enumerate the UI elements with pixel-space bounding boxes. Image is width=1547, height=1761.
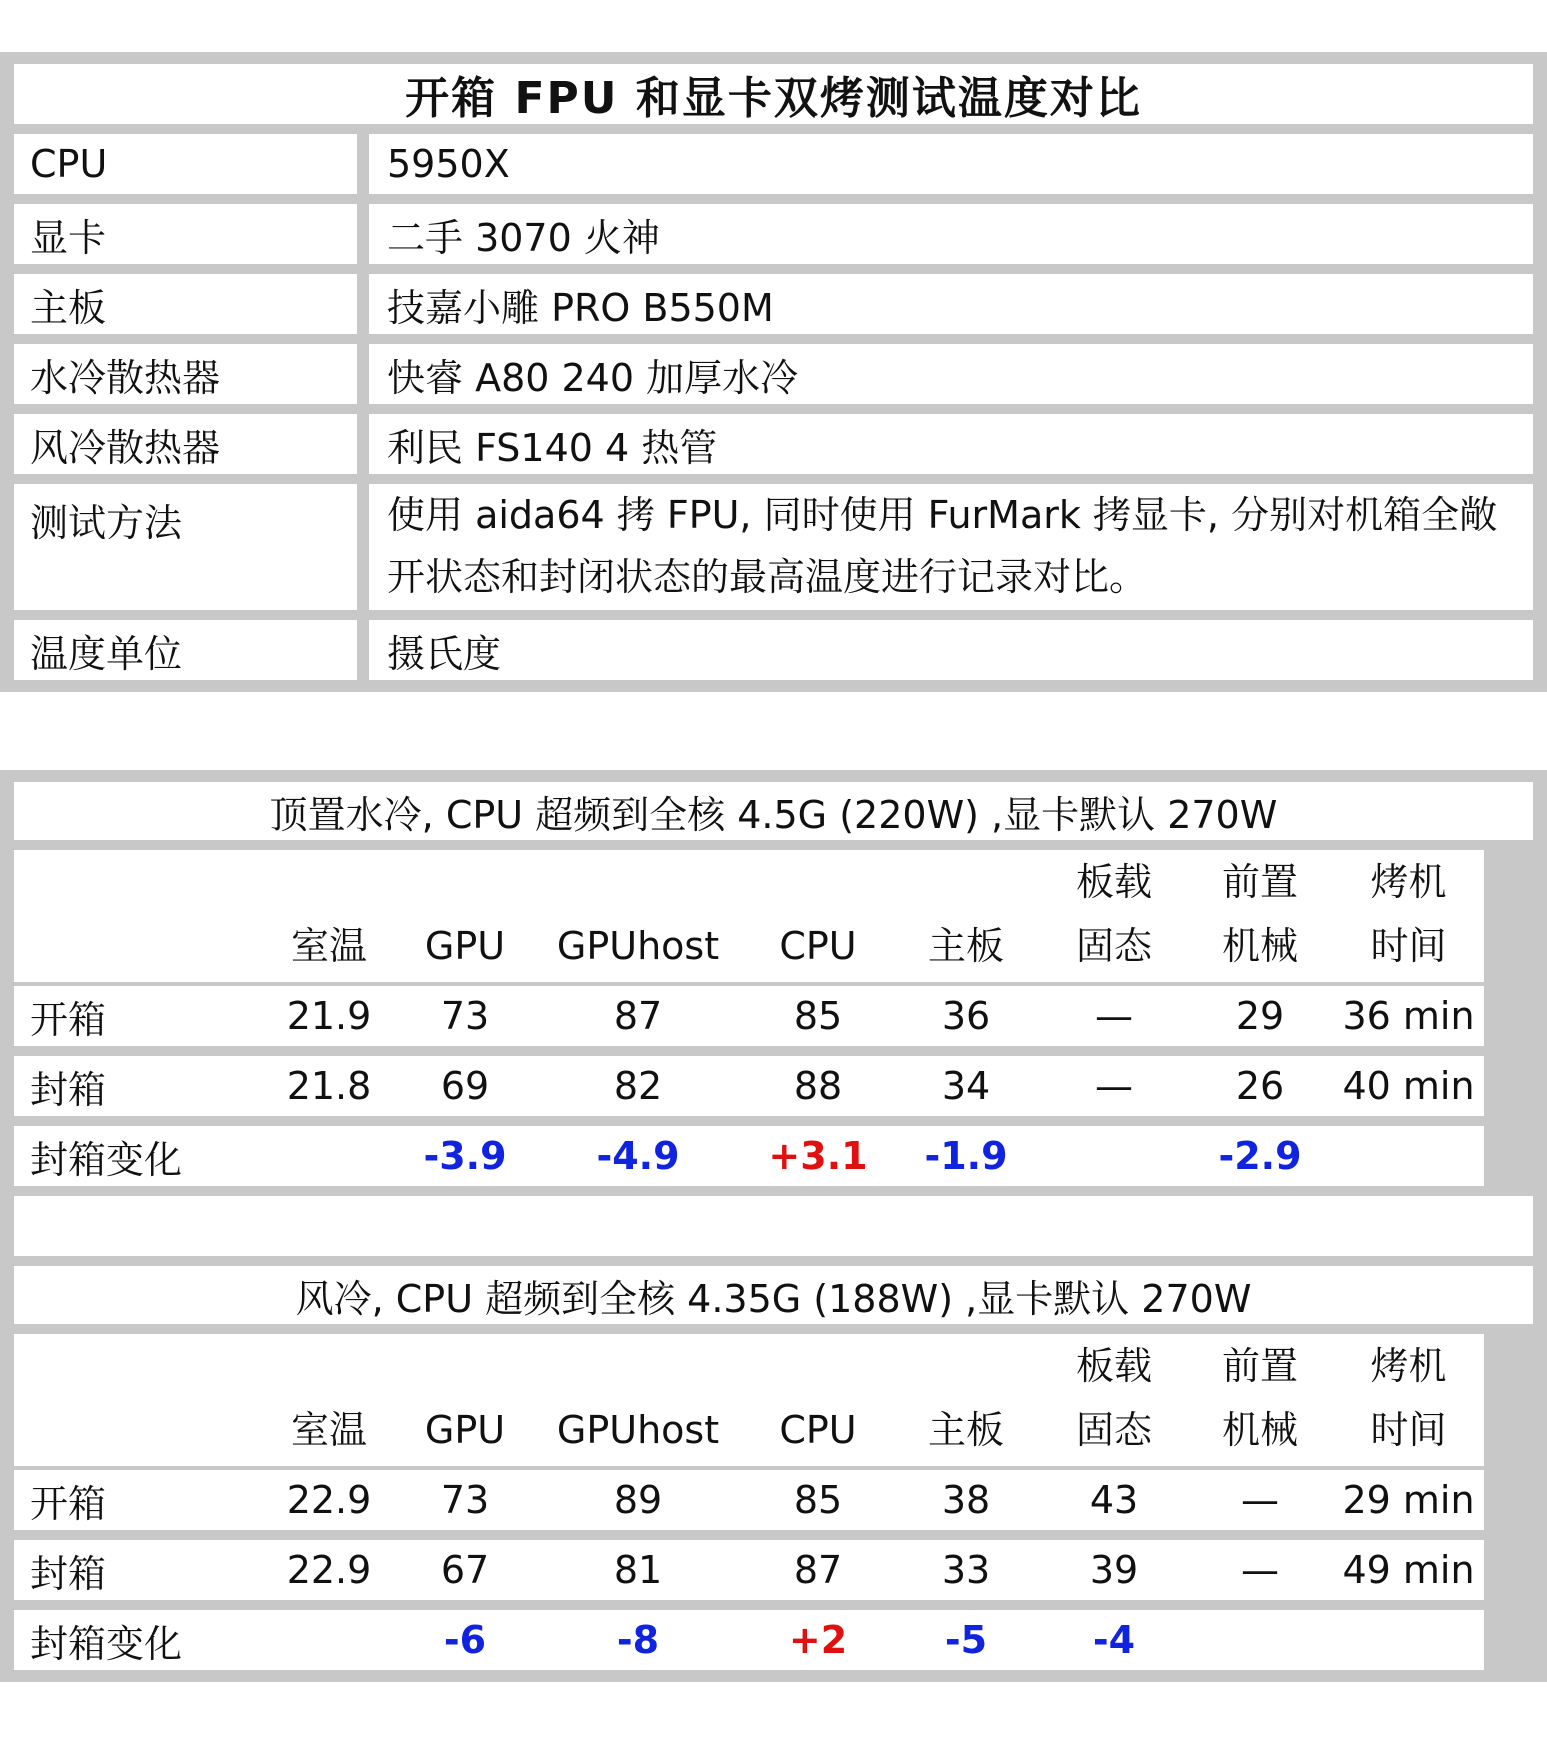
row-label: 封箱变化 (14, 1126, 259, 1186)
column-header (399, 850, 531, 982)
table-cell: — (1041, 1056, 1187, 1116)
column-header-line: 主板 (927, 1408, 1004, 1452)
column-header (399, 1334, 531, 1466)
column-header (745, 1334, 891, 1466)
table-cell: 39 (1041, 1540, 1187, 1600)
table-cell: 89 (531, 1470, 745, 1530)
column-header-line: 时间 (1370, 924, 1447, 968)
table-cell: 26 (1187, 1056, 1333, 1116)
column-header-line: 前置 (1221, 1344, 1298, 1388)
table-cell (1333, 1126, 1484, 1186)
column-header-line: 固态 (1075, 1408, 1152, 1452)
table-cell: 33 (891, 1540, 1041, 1600)
table-cell: 81 (531, 1540, 745, 1600)
table-cell: 69 (399, 1056, 531, 1116)
column-header (1187, 1334, 1333, 1466)
row-label: 封箱变化 (14, 1610, 259, 1670)
table-cell: — (1187, 1540, 1333, 1600)
column-header (259, 850, 399, 982)
spec-title: 开箱 FPU 和显卡双烤测试温度对比 (14, 64, 1533, 124)
column-header-line: CPU (779, 924, 857, 968)
table1-header-row (14, 850, 1533, 976)
row-label: 开箱 (14, 1470, 259, 1530)
spec-label-water-cooler: 水冷散热器 (14, 344, 357, 404)
spec-value-air-cooler: 利民 FS140 4 热管 (369, 414, 1533, 474)
spec-label-motherboard: 主板 (14, 274, 357, 334)
table-cell: 85 (745, 1470, 891, 1530)
column-header-line: 烤机 (1370, 860, 1447, 904)
table-cell: 67 (399, 1540, 531, 1600)
table-cell: 36 (891, 986, 1041, 1046)
spec-value-motherboard: 技嘉小雕 PRO B550M (369, 274, 1533, 334)
table-cell: -2.9 (1187, 1126, 1333, 1186)
column-header (259, 1334, 399, 1466)
table-cell: 36 min (1333, 986, 1484, 1046)
table-cell: 21.8 (259, 1056, 399, 1116)
results-tables (0, 770, 1547, 1682)
table1-heading: 顶置水冷, CPU 超频到全核 4.5G (220W) ,显卡默认 270W (14, 782, 1533, 840)
table-cell: 21.9 (259, 986, 399, 1046)
table-cell: -4.9 (531, 1126, 745, 1186)
spec-value-cpu: 5950X (369, 134, 1533, 194)
column-header-line: GPUhost (556, 1408, 720, 1452)
column-header-line: 时间 (1370, 1408, 1447, 1452)
table-cell: 82 (531, 1056, 745, 1116)
table-cell: -6 (399, 1610, 531, 1670)
spec-label-test-method: 测试方法 (14, 484, 357, 610)
table-cell: — (1187, 1470, 1333, 1530)
table-row (14, 1056, 1533, 1116)
column-header-line: 机械 (1221, 924, 1298, 968)
column-header (1187, 850, 1333, 982)
table-cell: +2 (745, 1610, 891, 1670)
table-cell: 22.9 (259, 1540, 399, 1600)
spec-label-air-cooler: 风冷散热器 (14, 414, 357, 474)
column-header-line: 室温 (290, 924, 367, 968)
spec-value-water-cooler: 快睿 A80 240 加厚水冷 (369, 344, 1533, 404)
column-header-line: 室温 (290, 1408, 367, 1452)
table-cell: +3.1 (745, 1126, 891, 1186)
table2-heading: 风冷, CPU 超频到全核 4.35G (188W) ,显卡默认 270W (14, 1266, 1533, 1324)
spec-table (0, 52, 1547, 692)
table-cell: 40 min (1333, 1056, 1484, 1116)
table-row (14, 1540, 1533, 1600)
table-cell (1187, 1610, 1333, 1670)
row-label: 开箱 (14, 986, 259, 1046)
column-header (14, 1334, 259, 1466)
column-header (531, 850, 745, 982)
table-cell: -5 (891, 1610, 1041, 1670)
column-header-line: 主板 (927, 924, 1004, 968)
column-header-line: CPU (779, 1408, 857, 1452)
table-cell: 73 (399, 1470, 531, 1530)
table-row (14, 1610, 1533, 1670)
table-cell (1333, 1610, 1484, 1670)
column-header-line: 烤机 (1370, 1344, 1447, 1388)
spec-value-temp-unit: 摄氏度 (369, 620, 1533, 680)
table-row (14, 1470, 1533, 1530)
table-cell: -3.9 (399, 1126, 531, 1186)
table-row (14, 1126, 1533, 1186)
column-header (891, 1334, 1041, 1466)
column-header (891, 850, 1041, 982)
column-header (745, 850, 891, 982)
column-header-line: 前置 (1221, 860, 1298, 904)
table-cell: 29 min (1333, 1470, 1484, 1530)
table-cell: -8 (531, 1610, 745, 1670)
table-row (14, 986, 1533, 1046)
table2-header-row (14, 1334, 1533, 1460)
table-cell (1041, 1126, 1187, 1186)
column-header (1041, 850, 1187, 982)
row-label: 封箱 (14, 1056, 259, 1116)
spec-label-gpu: 显卡 (14, 204, 357, 264)
table-cell: 43 (1041, 1470, 1187, 1530)
column-header-line: GPU (424, 924, 506, 968)
spec-value-test-method: 使用 aida64 拷 FPU, 同时使用 FurMark 拷显卡, 分别对机箱全敞开状态和封闭状态的最高温度进行记录对比。 (369, 484, 1533, 610)
table-cell: 38 (891, 1470, 1041, 1530)
table-cell: 34 (891, 1056, 1041, 1116)
table-cell: -1.9 (891, 1126, 1041, 1186)
table-cell (259, 1610, 399, 1670)
column-header-line: GPU (424, 1408, 506, 1452)
table-spacer (14, 1196, 1533, 1256)
column-header-line: 板载 (1075, 1344, 1152, 1388)
row-label: 封箱 (14, 1540, 259, 1600)
column-header (1041, 1334, 1187, 1466)
table-cell: 29 (1187, 986, 1333, 1046)
column-header (1333, 850, 1484, 982)
table-cell: 88 (745, 1056, 891, 1116)
table-cell: -4 (1041, 1610, 1187, 1670)
spec-label-cpu: CPU (14, 134, 357, 194)
table-cell (259, 1126, 399, 1186)
table-cell: 87 (745, 1540, 891, 1600)
column-header-line: 机械 (1221, 1408, 1298, 1452)
column-header (1333, 1334, 1484, 1466)
spec-label-temp-unit: 温度单位 (14, 620, 357, 680)
table-cell: — (1041, 986, 1187, 1046)
column-header (14, 850, 259, 982)
spec-value-gpu: 二手 3070 火神 (369, 204, 1533, 264)
table-cell: 87 (531, 986, 745, 1046)
table-cell: 22.9 (259, 1470, 399, 1530)
table-cell: 49 min (1333, 1540, 1484, 1600)
column-header-line: GPUhost (556, 924, 720, 968)
table-cell: 73 (399, 986, 531, 1046)
column-header-line: 固态 (1075, 924, 1152, 968)
table-cell: 85 (745, 986, 891, 1046)
column-header-line: 板载 (1075, 860, 1152, 904)
column-header (531, 1334, 745, 1466)
